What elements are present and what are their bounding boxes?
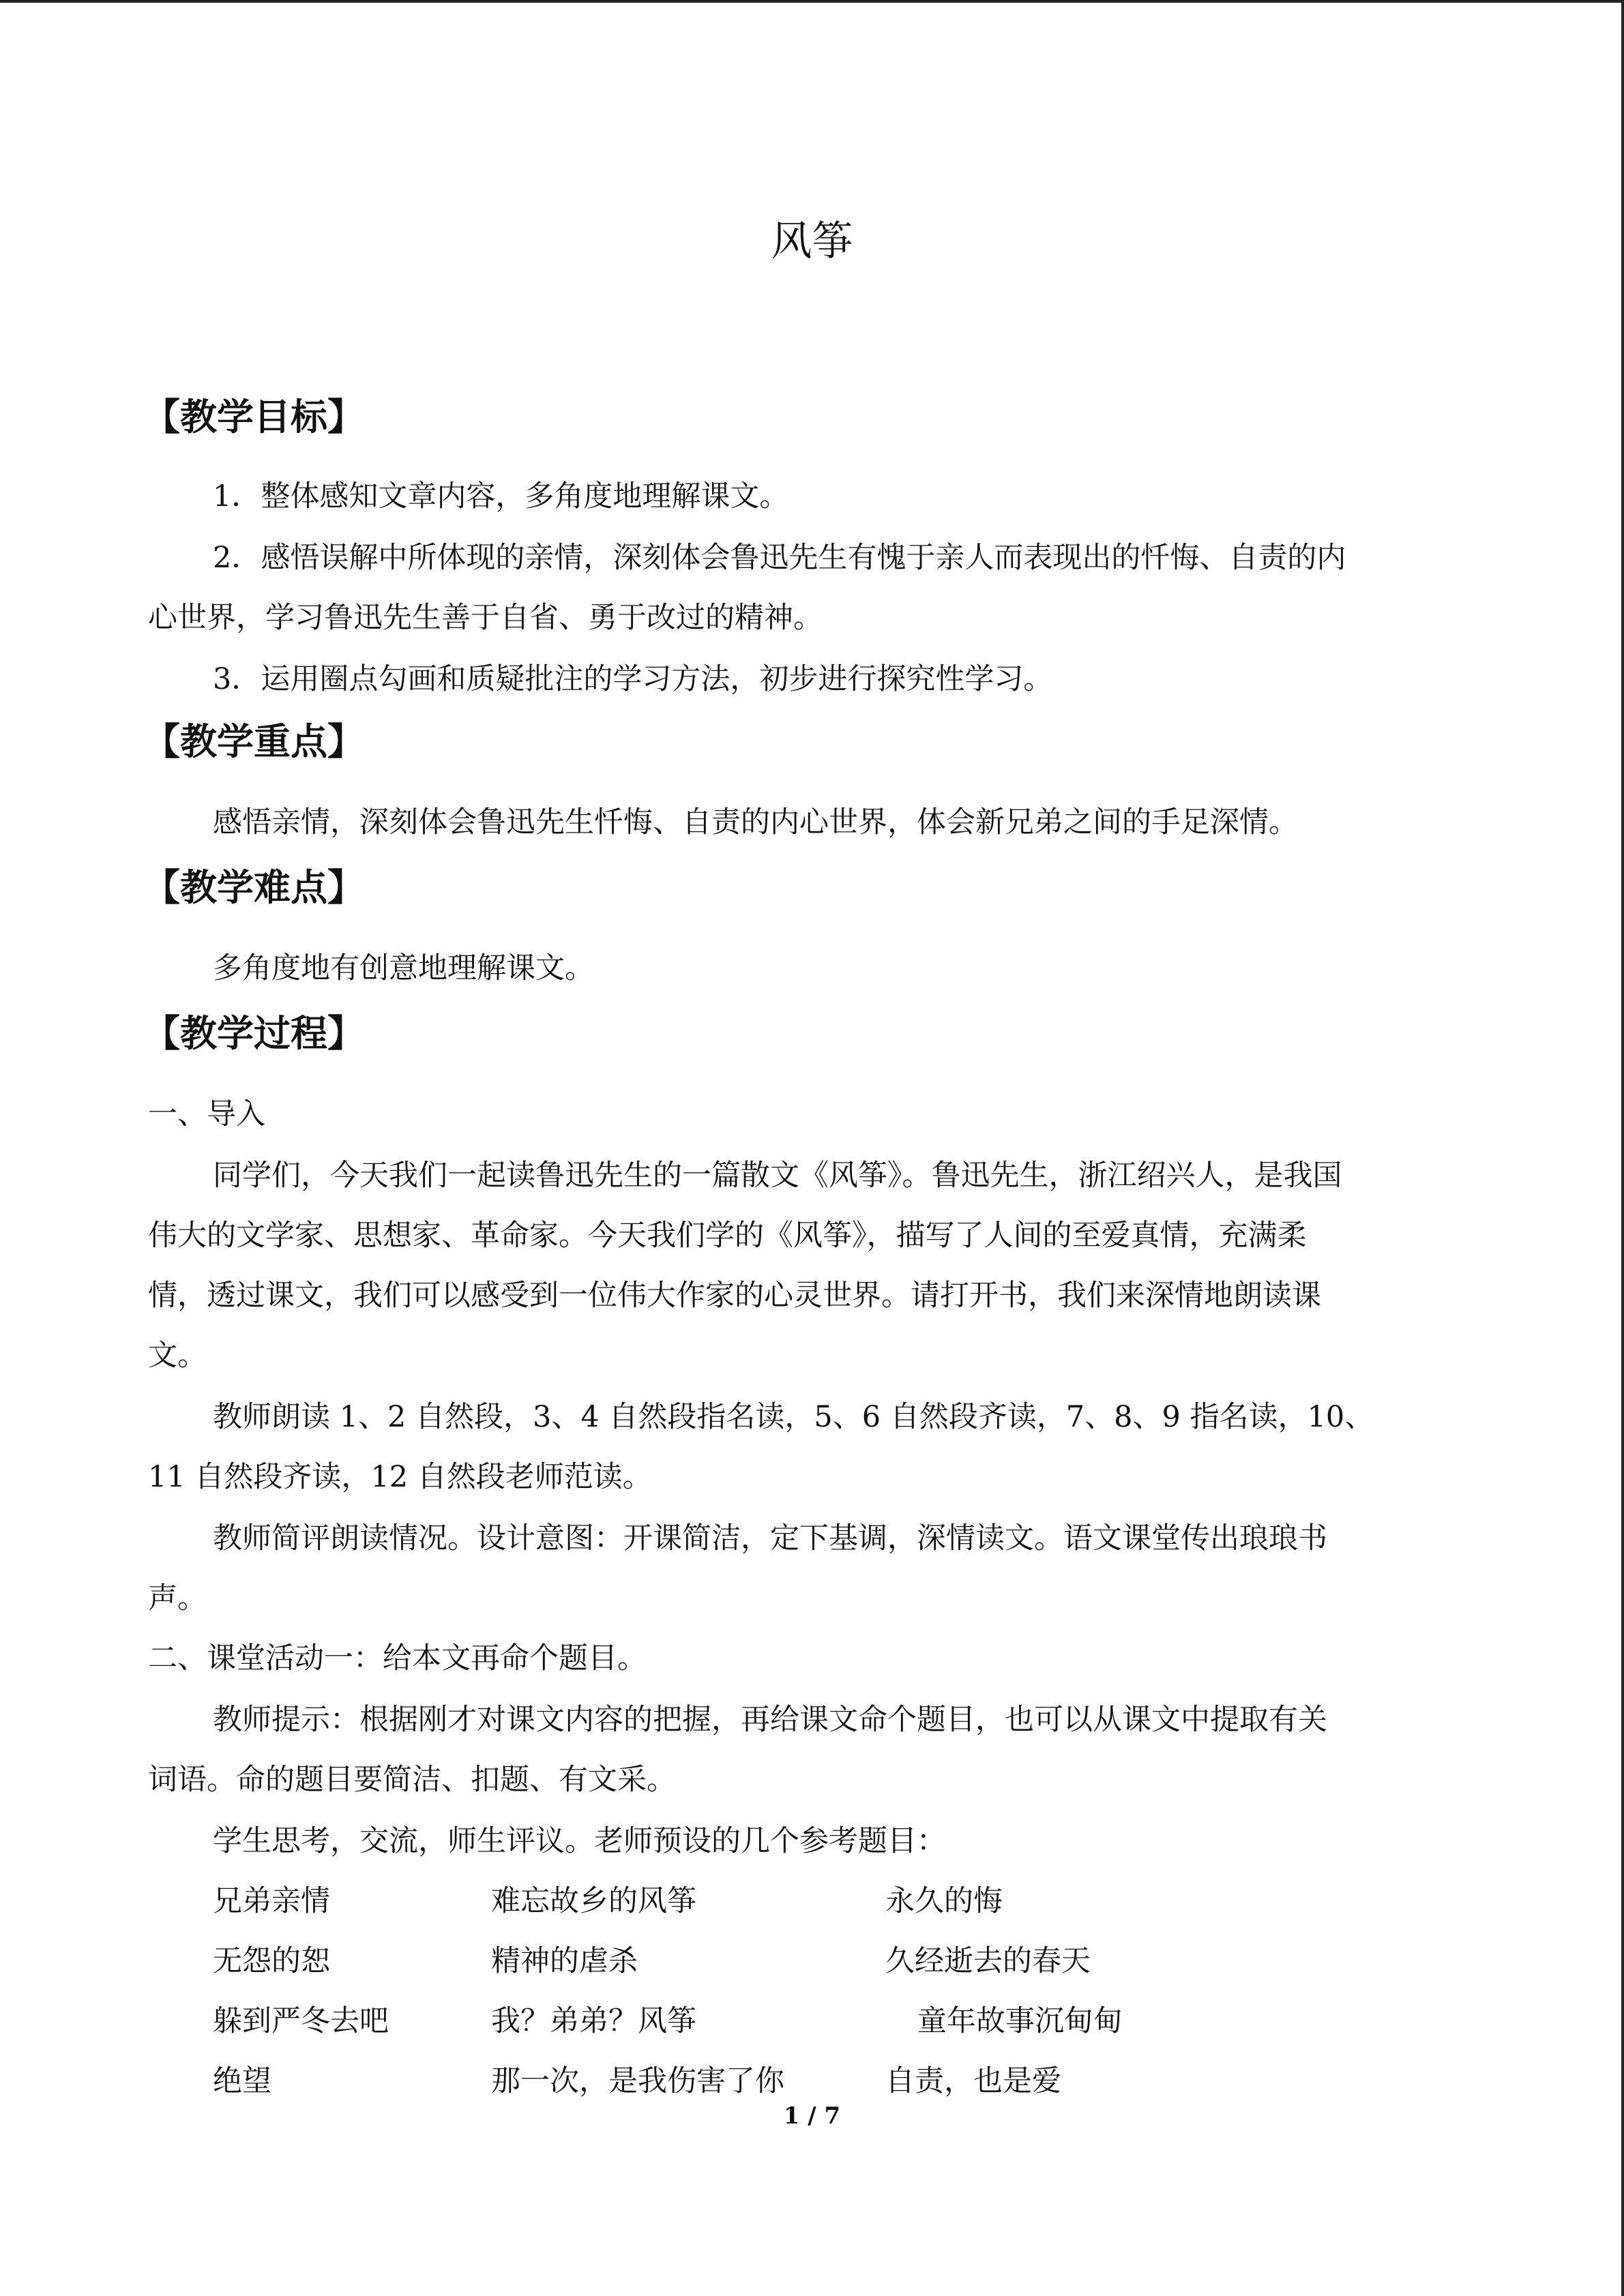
table-cell: 无怨的恕	[213, 1944, 330, 1978]
intro-paragraph-line-3: 情，透过课文，我们可以感受到一位伟大作家的心灵世界。请打开书，我们来深情地朗读课	[148, 1279, 1321, 1313]
table-cell: 精神的虐杀	[491, 1944, 638, 1978]
reading-paragraph-line-1: 教师朗读 1、2 自然段，3、4 自然段指名读，5、6 自然段齐读，7、8、9 指名读，10、	[213, 1400, 1374, 1434]
intro-paragraph-line-1: 同学们，今天我们一起读鲁迅先生的一篇散文《风筝》。鲁迅先生，浙江绍兴人，是我国	[213, 1159, 1342, 1193]
difficulties-text: 多角度地有创意地理解课文。	[213, 951, 594, 985]
discussion-paragraph: 学生思考，交流，师生评议。老师预设的几个参考题目：	[213, 1824, 946, 1858]
table-cell: 躲到严冬去吧	[213, 2004, 389, 2038]
review-paragraph-line-2: 声。	[148, 1581, 207, 1615]
table-cell: 那一次，是我伤害了你	[491, 2064, 784, 2098]
document-title: 风筝	[771, 218, 853, 265]
table-cell: 兄弟亲情	[213, 1884, 330, 1918]
goal-item-3: 3．运用圈点勾画和质疑批注的学习方法，初步进行探究性学习。	[213, 662, 1053, 696]
table-cell: 久经逝去的春天	[885, 1944, 1091, 1978]
hint-paragraph-line-2: 词语。命的题目要简洁、扣题、有文采。	[148, 1763, 676, 1797]
review-paragraph-line-1: 教师简评朗读情况。设计意图：开课简洁，定下基调，深情读文。语文课堂传出琅琅书	[213, 1521, 1327, 1555]
process-part-2-title: 二、课堂活动一：给本文再命个题目。	[148, 1641, 647, 1675]
reading-paragraph-line-2: 11 自然段齐读，12 自然段老师范读。	[148, 1460, 652, 1494]
hint-paragraph-line-1: 教师提示：根据刚才对课文内容的把握，再给课文命个题目，也可以从课文中提取有关	[213, 1703, 1327, 1737]
table-cell: 我？弟弟？风筝	[491, 2004, 696, 2038]
heading-teaching-process: 【教学过程】	[143, 1012, 364, 1055]
goal-item-2-line-2: 心世界，学习鲁迅先生善于自省、勇于改过的精神。	[148, 601, 823, 635]
table-cell: 难忘故乡的风筝	[491, 1884, 696, 1918]
heading-teaching-goals: 【教学目标】	[143, 396, 364, 438]
heading-difficulties: 【教学难点】	[143, 866, 364, 909]
heading-key-points: 【教学重点】	[143, 720, 364, 763]
intro-paragraph-line-2: 伟大的文学家、思想家、革命家。今天我们学的《风筝》，描写了人间的至爱真情，充满柔	[148, 1219, 1307, 1253]
key-points-text: 感悟亲情，深刻体会鲁迅先生忏悔、自责的内心世界，体会新兄弟之间的手足深情。	[213, 805, 1298, 839]
intro-paragraph-line-4: 文。	[148, 1339, 207, 1373]
goal-item-1: 1．整体感知文章内容，多角度地理解课文。	[213, 479, 789, 513]
table-cell: 永久的悔	[885, 1884, 1003, 1918]
table-cell: 绝望	[213, 2064, 271, 2098]
table-cell: 自责，也是爱	[885, 2064, 1061, 2098]
page-number: 1 / 7	[783, 2102, 841, 2130]
process-part-1-title: 一、导入	[148, 1097, 265, 1131]
table-cell: 童年故事沉甸甸	[917, 2004, 1123, 2038]
goal-item-2-line-1: 2．感悟误解中所体现的亲情，深刻体会鲁迅先生有愧于亲人而表现出的忏悔、自责的内	[213, 541, 1346, 575]
